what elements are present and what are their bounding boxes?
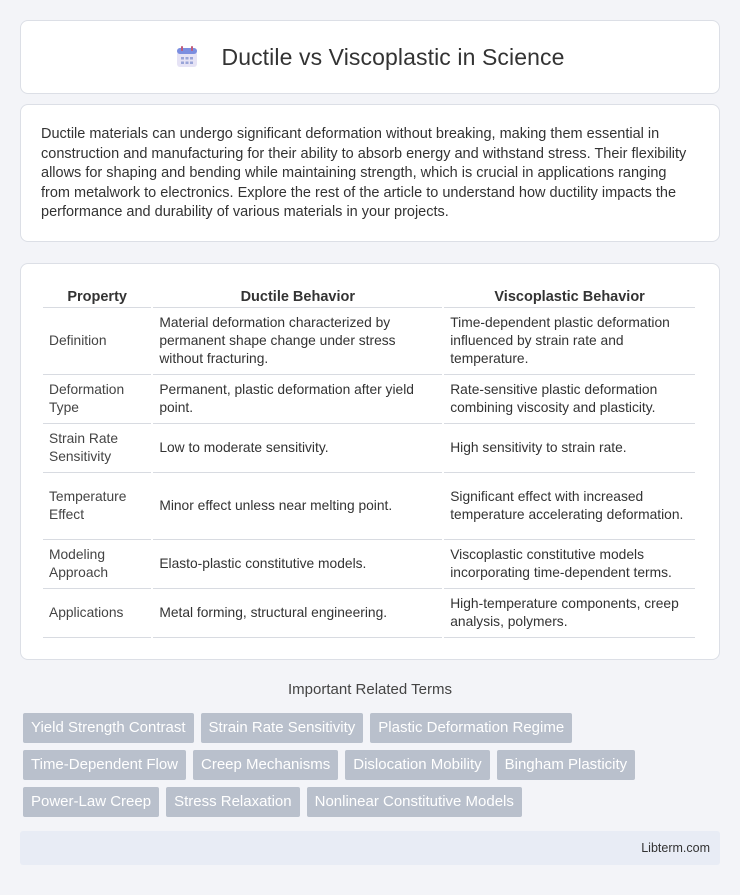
term-tag[interactable]: Strain Rate Sensitivity: [201, 713, 364, 743]
row-property: Definition: [43, 308, 151, 375]
term-tag[interactable]: Nonlinear Constitutive Models: [307, 787, 522, 817]
row-viscoplastic: High-temperature components, creep analysis, polymers.: [444, 589, 695, 638]
table-row: [43, 424, 695, 473]
term-tag[interactable]: Dislocation Mobility: [345, 750, 489, 780]
table-row: [43, 473, 695, 540]
term-tag[interactable]: Time-Dependent Flow: [23, 750, 186, 780]
related-terms-list: [23, 713, 723, 824]
header-property: Property: [43, 282, 151, 308]
row-ductile: Metal forming, structural engineering.: [153, 589, 442, 638]
row-property: Modeling Approach: [43, 540, 151, 589]
row-viscoplastic: Time-dependent plastic deformation influenced by strain rate and temperature.: [444, 308, 695, 375]
term-tag[interactable]: Plastic Deformation Regime: [370, 713, 572, 743]
term-tag[interactable]: Stress Relaxation: [166, 787, 300, 817]
term-tag[interactable]: Creep Mechanisms: [193, 750, 338, 780]
header-ductile: Ductile Behavior: [153, 282, 442, 308]
term-tag[interactable]: Yield Strength Contrast: [23, 713, 194, 743]
row-property: Applications: [43, 589, 151, 638]
table-row: [43, 540, 695, 589]
header-viscoplastic: Viscoplastic Behavior: [444, 282, 695, 308]
row-ductile: Permanent, plastic deformation after yield point.: [153, 375, 442, 424]
tag-row: [23, 787, 723, 817]
footer-site-link[interactable]: Libterm.com: [641, 841, 710, 855]
comparison-card: [20, 263, 720, 660]
table-row: [43, 375, 695, 424]
table-header-row: [43, 282, 695, 308]
row-viscoplastic: Significant effect with increased temperature accelerating deformation.: [444, 473, 695, 540]
related-terms-title: Important Related Terms: [288, 681, 452, 698]
row-viscoplastic: Viscoplastic constitutive models incorporating time-dependent terms.: [444, 540, 695, 589]
term-tag[interactable]: Power-Law Creep: [23, 787, 159, 817]
row-viscoplastic: High sensitivity to strain rate.: [444, 424, 695, 473]
page-title: Ductile vs Viscoplastic in Science: [221, 43, 565, 70]
row-viscoplastic: Rate-sensitive plastic deformation combining viscosity and plasticity.: [444, 375, 695, 424]
footer: [20, 831, 720, 865]
row-property: Strain Rate Sensitivity: [43, 424, 151, 473]
table-row: [43, 308, 695, 375]
row-ductile: Minor effect unless near melting point.: [153, 473, 442, 540]
comparison-table: [41, 282, 697, 638]
term-tag[interactable]: Bingham Plasticity: [497, 750, 636, 780]
intro-card: [20, 104, 720, 242]
intro-text: Ductile materials can undergo significant deformation without breaking, making them essential in construction and manufacturing for their ability to absorb energy and withstand stress. Their flexibility allows for shaping and bending while maintaining strength, which is crucial in applications ranging from metalwork to electronics. Explore the rest of the article to understand how ductility impacts the performance and durability of various materials in your projects.: [41, 126, 687, 221]
row-property: Temperature Effect: [43, 473, 151, 540]
row-ductile: Material deformation characterized by permanent shape change under stress without fracturing.: [153, 308, 442, 375]
tag-row: [23, 713, 723, 743]
header-card: [20, 20, 720, 94]
row-property: Deformation Type: [43, 375, 151, 424]
calendar-icon: [175, 45, 199, 69]
tag-row: [23, 750, 723, 780]
row-ductile: Elasto-plastic constitutive models.: [153, 540, 442, 589]
row-ductile: Low to moderate sensitivity.: [153, 424, 442, 473]
table-row: [43, 589, 695, 638]
